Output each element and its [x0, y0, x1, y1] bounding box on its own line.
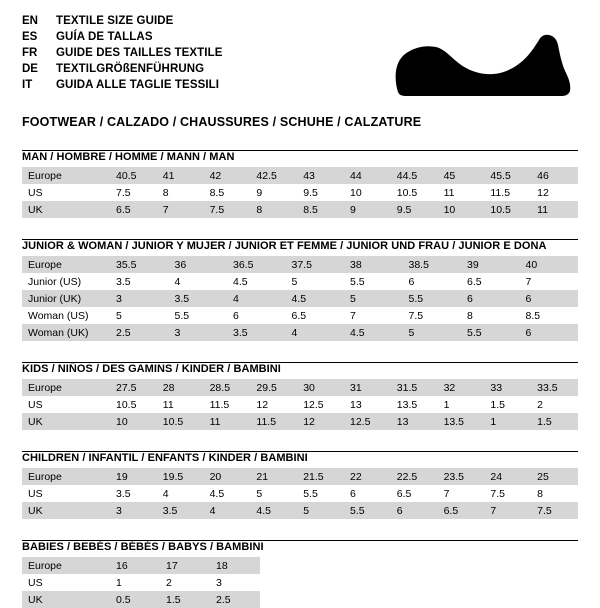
cell: 6 — [461, 290, 520, 307]
language-code: DE — [22, 63, 38, 75]
table-row — [22, 413, 578, 430]
cell: 30 — [297, 379, 344, 396]
cell: 28 — [157, 379, 204, 396]
cell: 3 — [210, 574, 260, 591]
cell: 3.5 — [169, 290, 228, 307]
cell: 31.5 — [391, 379, 438, 396]
cell: 13 — [344, 396, 391, 413]
cell: 7.5 — [204, 201, 251, 218]
cell: 4.5 — [286, 290, 345, 307]
cell: 8 — [157, 184, 204, 201]
size-table-babies — [22, 557, 260, 608]
cell: 10.5 — [391, 184, 438, 201]
cell: 13 — [391, 413, 438, 430]
cell: 11 — [531, 201, 578, 218]
language-title: GUIDA ALLE TAGLIE TESSILI — [56, 79, 220, 91]
language-row — [22, 48, 223, 64]
cell: 35.5 — [110, 256, 169, 273]
section-kids — [22, 362, 578, 430]
cell: 4 — [286, 324, 345, 341]
cell: 10 — [110, 413, 157, 430]
row-label: Junior (UK) — [22, 290, 110, 307]
cell: 1 — [110, 574, 160, 591]
cell: 24 — [484, 468, 531, 485]
cell: 1.5 — [160, 591, 210, 608]
table-row — [22, 307, 578, 324]
cell: 6 — [403, 273, 462, 290]
cell: 11.5 — [204, 396, 251, 413]
table-row — [22, 485, 578, 502]
cell: 6 — [227, 307, 286, 324]
cell: 42 — [204, 167, 251, 184]
cell: 5.5 — [169, 307, 228, 324]
row-label: UK — [22, 502, 110, 519]
shoe-illustration-wrap — [362, 16, 578, 100]
cell: 7 — [438, 485, 485, 502]
cell: 11 — [438, 184, 485, 201]
cell: 3.5 — [110, 273, 169, 290]
cell: 0.5 — [110, 591, 160, 608]
cell: 8 — [461, 307, 520, 324]
cell: 21 — [250, 468, 297, 485]
cell: 4.5 — [250, 502, 297, 519]
section-junior-woman — [22, 239, 578, 341]
table-row — [22, 379, 578, 396]
row-label: US — [22, 485, 110, 502]
section-man — [22, 150, 578, 218]
cell: 44 — [344, 167, 391, 184]
cell: 1 — [438, 396, 485, 413]
cell: 8 — [250, 201, 297, 218]
table-row — [22, 574, 260, 591]
cell: 8.5 — [297, 201, 344, 218]
cell: 36.5 — [227, 256, 286, 273]
row-label: Woman (US) — [22, 307, 110, 324]
dress-shoe-icon — [386, 30, 572, 100]
table-row — [22, 201, 578, 218]
cell: 9 — [250, 184, 297, 201]
language-row — [22, 32, 223, 48]
cell: 2 — [160, 574, 210, 591]
cell: 12.5 — [344, 413, 391, 430]
cell: 4 — [204, 502, 251, 519]
footwear-category-line: FOOTWEAR / CALZADO / CHAUSSURES / SCHUHE / CALZATURE — [22, 115, 422, 129]
cell: 2.5 — [110, 324, 169, 341]
cell: 1 — [484, 413, 531, 430]
language-row — [22, 64, 223, 80]
cell: 28.5 — [204, 379, 251, 396]
cell: 4 — [157, 485, 204, 502]
cell: 10 — [344, 184, 391, 201]
cell: 44.5 — [391, 167, 438, 184]
cell: 3.5 — [110, 485, 157, 502]
cell: 4.5 — [227, 273, 286, 290]
cell: 8.5 — [520, 307, 579, 324]
row-label: US — [22, 574, 110, 591]
cell: 27.5 — [110, 379, 157, 396]
cell: 38 — [344, 256, 403, 273]
cell: 3.5 — [157, 502, 204, 519]
cell: 12 — [250, 396, 297, 413]
cell: 11.5 — [250, 413, 297, 430]
cell: 5.5 — [344, 273, 403, 290]
row-label: Europe — [22, 468, 110, 485]
size-table-junior-woman — [22, 256, 578, 341]
cell: 43 — [297, 167, 344, 184]
cell: 17 — [160, 557, 210, 574]
row-label: Europe — [22, 557, 110, 574]
cell: 40.5 — [110, 167, 157, 184]
cell: 10.5 — [484, 201, 531, 218]
language-title: TEXTILE SIZE GUIDE — [56, 15, 174, 27]
table-row — [22, 396, 578, 413]
section-title: MAN / HOMBRE / HOMME / MANN / MAN — [22, 151, 235, 163]
language-row — [22, 16, 223, 32]
language-title: GUÍA DE TALLAS — [56, 31, 153, 43]
cell: 9 — [344, 201, 391, 218]
row-label: US — [22, 184, 110, 201]
table-row — [22, 290, 578, 307]
cell: 10.5 — [110, 396, 157, 413]
cell: 6 — [391, 502, 438, 519]
language-code: EN — [22, 15, 38, 27]
cell: 3 — [169, 324, 228, 341]
cell: 5 — [286, 273, 345, 290]
cell: 41 — [157, 167, 204, 184]
cell: 6.5 — [286, 307, 345, 324]
cell: 37.5 — [286, 256, 345, 273]
section-title: KIDS / NIÑOS / DES GAMINS / KINDER / BAMBINI — [22, 363, 281, 375]
table-row — [22, 502, 578, 519]
cell: 21.5 — [297, 468, 344, 485]
cell: 5.5 — [344, 502, 391, 519]
cell: 5 — [403, 324, 462, 341]
language-row — [22, 80, 223, 96]
table-row — [22, 167, 578, 184]
cell: 31 — [344, 379, 391, 396]
row-label: Europe — [22, 256, 110, 273]
row-label: Woman (UK) — [22, 324, 110, 341]
cell: 6 — [520, 290, 579, 307]
cell: 16 — [110, 557, 160, 574]
cell: 38.5 — [403, 256, 462, 273]
cell: 9.5 — [391, 201, 438, 218]
cell: 13.5 — [391, 396, 438, 413]
cell: 39 — [461, 256, 520, 273]
table-row — [22, 324, 578, 341]
language-code: ES — [22, 31, 38, 43]
cell: 10.5 — [157, 413, 204, 430]
table-row — [22, 273, 578, 290]
cell: 3.5 — [227, 324, 286, 341]
language-title: GUIDE DES TAILLES TEXTILE — [56, 47, 223, 59]
cell: 2 — [531, 396, 578, 413]
cell: 2.5 — [210, 591, 260, 608]
cell: 6 — [520, 324, 579, 341]
cell: 10 — [438, 201, 485, 218]
table-row — [22, 184, 578, 201]
size-table-children — [22, 468, 578, 519]
cell: 5 — [110, 307, 169, 324]
cell: 8 — [531, 485, 578, 502]
row-label: US — [22, 396, 110, 413]
cell: 7.5 — [110, 184, 157, 201]
cell: 12.5 — [297, 396, 344, 413]
cell: 33.5 — [531, 379, 578, 396]
cell: 5 — [344, 290, 403, 307]
cell: 4 — [169, 273, 228, 290]
cell: 3 — [110, 290, 169, 307]
cell: 13.5 — [438, 413, 485, 430]
row-label: UK — [22, 413, 110, 430]
cell: 7.5 — [403, 307, 462, 324]
cell: 1.5 — [484, 396, 531, 413]
cell: 18 — [210, 557, 260, 574]
cell: 6.5 — [110, 201, 157, 218]
row-label: UK — [22, 591, 110, 608]
row-label: Europe — [22, 379, 110, 396]
cell: 4.5 — [204, 485, 251, 502]
size-table-man — [22, 167, 578, 218]
language-title-list — [22, 16, 223, 96]
cell: 7 — [484, 502, 531, 519]
section-title: BABIES / BEBÉS / BÉBÉS / BABYS / BAMBINI — [22, 541, 264, 553]
cell: 22 — [344, 468, 391, 485]
cell: 23.5 — [438, 468, 485, 485]
cell: 11.5 — [484, 184, 531, 201]
cell: 20 — [204, 468, 251, 485]
page-header — [22, 16, 578, 100]
section-title: JUNIOR & WOMAN / JUNIOR Y MUJER / JUNIOR ET FEMME / JUNIOR UND FRAU / JUNIOR E DONA — [22, 240, 547, 252]
cell: 19.5 — [157, 468, 204, 485]
cell: 22.5 — [391, 468, 438, 485]
cell: 7 — [344, 307, 403, 324]
cell: 5.5 — [297, 485, 344, 502]
cell: 1.5 — [531, 413, 578, 430]
cell: 4 — [227, 290, 286, 307]
cell: 6.5 — [391, 485, 438, 502]
cell: 11 — [204, 413, 251, 430]
section-title: CHILDREN / INFANTIL / ENFANTS / KINDER / BAMBINI — [22, 452, 308, 464]
cell: 7.5 — [484, 485, 531, 502]
cell: 6.5 — [438, 502, 485, 519]
table-row — [22, 468, 578, 485]
cell: 5.5 — [403, 290, 462, 307]
cell: 36 — [169, 256, 228, 273]
section-babies — [22, 540, 578, 608]
language-title: TEXTILGRÖßENFÜHRUNG — [56, 63, 205, 75]
cell: 6 — [344, 485, 391, 502]
cell: 32 — [438, 379, 485, 396]
cell: 7 — [520, 273, 579, 290]
cell: 46 — [531, 167, 578, 184]
cell: 4.5 — [344, 324, 403, 341]
cell: 9.5 — [297, 184, 344, 201]
cell: 12 — [531, 184, 578, 201]
table-row — [22, 557, 260, 574]
cell: 45.5 — [484, 167, 531, 184]
row-label: Junior (US) — [22, 273, 110, 290]
table-row — [22, 256, 578, 273]
language-code: IT — [22, 79, 33, 91]
cell: 12 — [297, 413, 344, 430]
cell: 6.5 — [461, 273, 520, 290]
cell: 7.5 — [531, 502, 578, 519]
cell: 8.5 — [204, 184, 251, 201]
cell: 11 — [157, 396, 204, 413]
cell: 7 — [157, 201, 204, 218]
cell: 19 — [110, 468, 157, 485]
size-table-kids — [22, 379, 578, 430]
language-code: FR — [22, 47, 38, 59]
cell: 45 — [438, 167, 485, 184]
cell: 29.5 — [250, 379, 297, 396]
cell: 5.5 — [461, 324, 520, 341]
cell: 33 — [484, 379, 531, 396]
row-label: Europe — [22, 167, 110, 184]
cell: 42.5 — [250, 167, 297, 184]
cell: 5 — [250, 485, 297, 502]
row-label: UK — [22, 201, 110, 218]
section-children — [22, 451, 578, 519]
cell: 5 — [297, 502, 344, 519]
cell: 3 — [110, 502, 157, 519]
cell: 40 — [520, 256, 579, 273]
cell: 25 — [531, 468, 578, 485]
